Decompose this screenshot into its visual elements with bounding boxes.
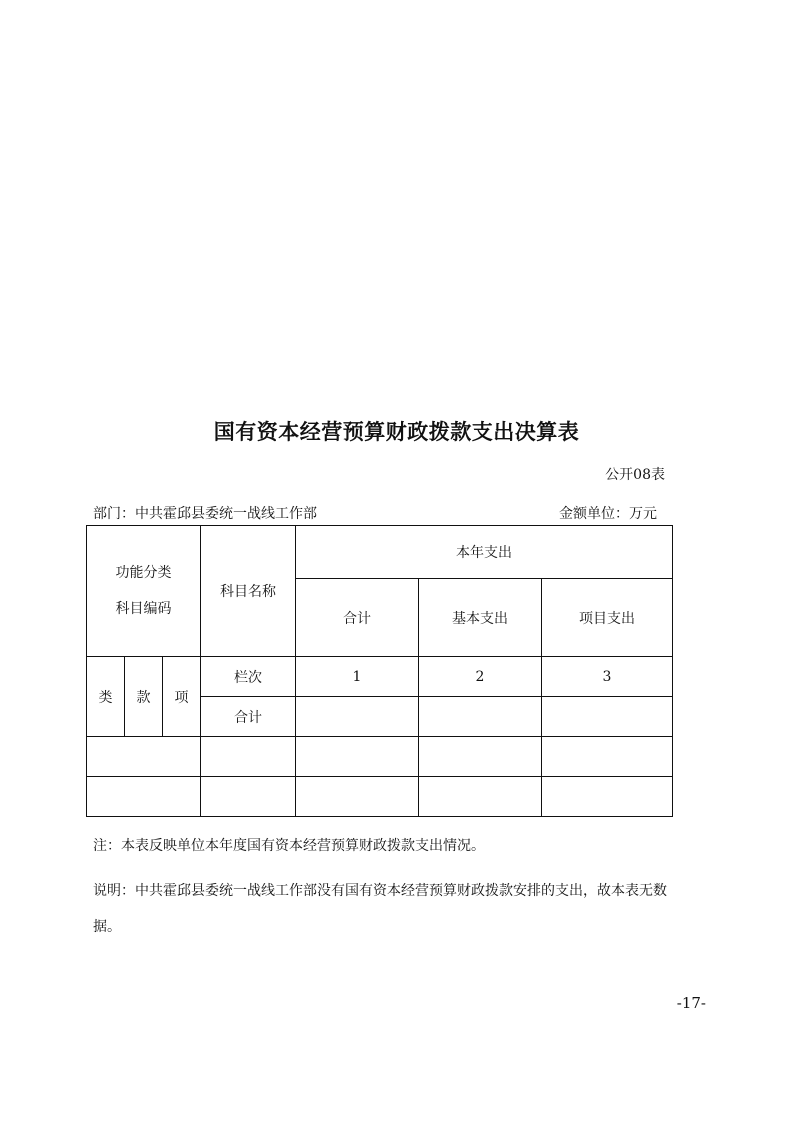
empty-total-cell: [296, 777, 419, 817]
column-number-2: 2: [419, 657, 542, 697]
empty-subject-cell: [201, 737, 296, 777]
empty-basic-cell: [419, 777, 542, 817]
column-number-row: [87, 657, 673, 697]
column-number-3: 3: [542, 657, 673, 697]
category-label: 类: [87, 657, 125, 737]
explanation-note: 说明：中共霍邱县委统一战线工作部没有国有资本经营预算财政拨款安排的支出，故本表无数据。: [93, 883, 667, 935]
empty-project-cell: [542, 777, 673, 817]
expense-table: [86, 525, 673, 817]
department-label: 部门：中共霍邱县委统一战线工作部: [93, 506, 317, 522]
column-number-label: 栏次: [201, 657, 296, 697]
functional-classification-label: 功能分类: [115, 565, 172, 581]
total-row-label: 合计: [201, 697, 296, 737]
section-label: 款: [125, 657, 163, 737]
total-row-project-cell: [542, 697, 673, 737]
document-title: 国有资本经营预算财政拨款支出决算表: [213, 420, 580, 444]
amount-unit-label: 金额单位：万元: [559, 506, 657, 522]
item-label: 项: [163, 657, 201, 737]
total-row-basic-cell: [419, 697, 542, 737]
empty-subject-cell: [201, 777, 296, 817]
total-column-header: 合计: [296, 579, 419, 657]
functional-classification-cell: [87, 526, 201, 657]
form-number: 公开08表: [605, 467, 665, 483]
empty-code-cell: [87, 737, 201, 777]
empty-code-cell: [87, 777, 201, 817]
table-note: 注：本表反映单位本年度国有资本经营预算财政拨款支出情况。: [93, 838, 485, 854]
current-year-expense-header: 本年支出: [296, 526, 673, 579]
empty-total-cell: [296, 737, 419, 777]
empty-data-row: [87, 737, 673, 777]
empty-data-row: [87, 777, 673, 817]
total-row-total-cell: [296, 697, 419, 737]
page-number: -17-: [676, 994, 706, 1012]
project-expense-column-header: 项目支出: [542, 579, 673, 657]
header-row-1: [87, 526, 673, 579]
subject-name-header: 科目名称: [201, 526, 296, 657]
column-number-1: 1: [296, 657, 419, 697]
empty-project-cell: [542, 737, 673, 777]
basic-expense-column-header: 基本支出: [419, 579, 542, 657]
empty-basic-cell: [419, 737, 542, 777]
subject-code-label: 科目编码: [115, 601, 172, 617]
